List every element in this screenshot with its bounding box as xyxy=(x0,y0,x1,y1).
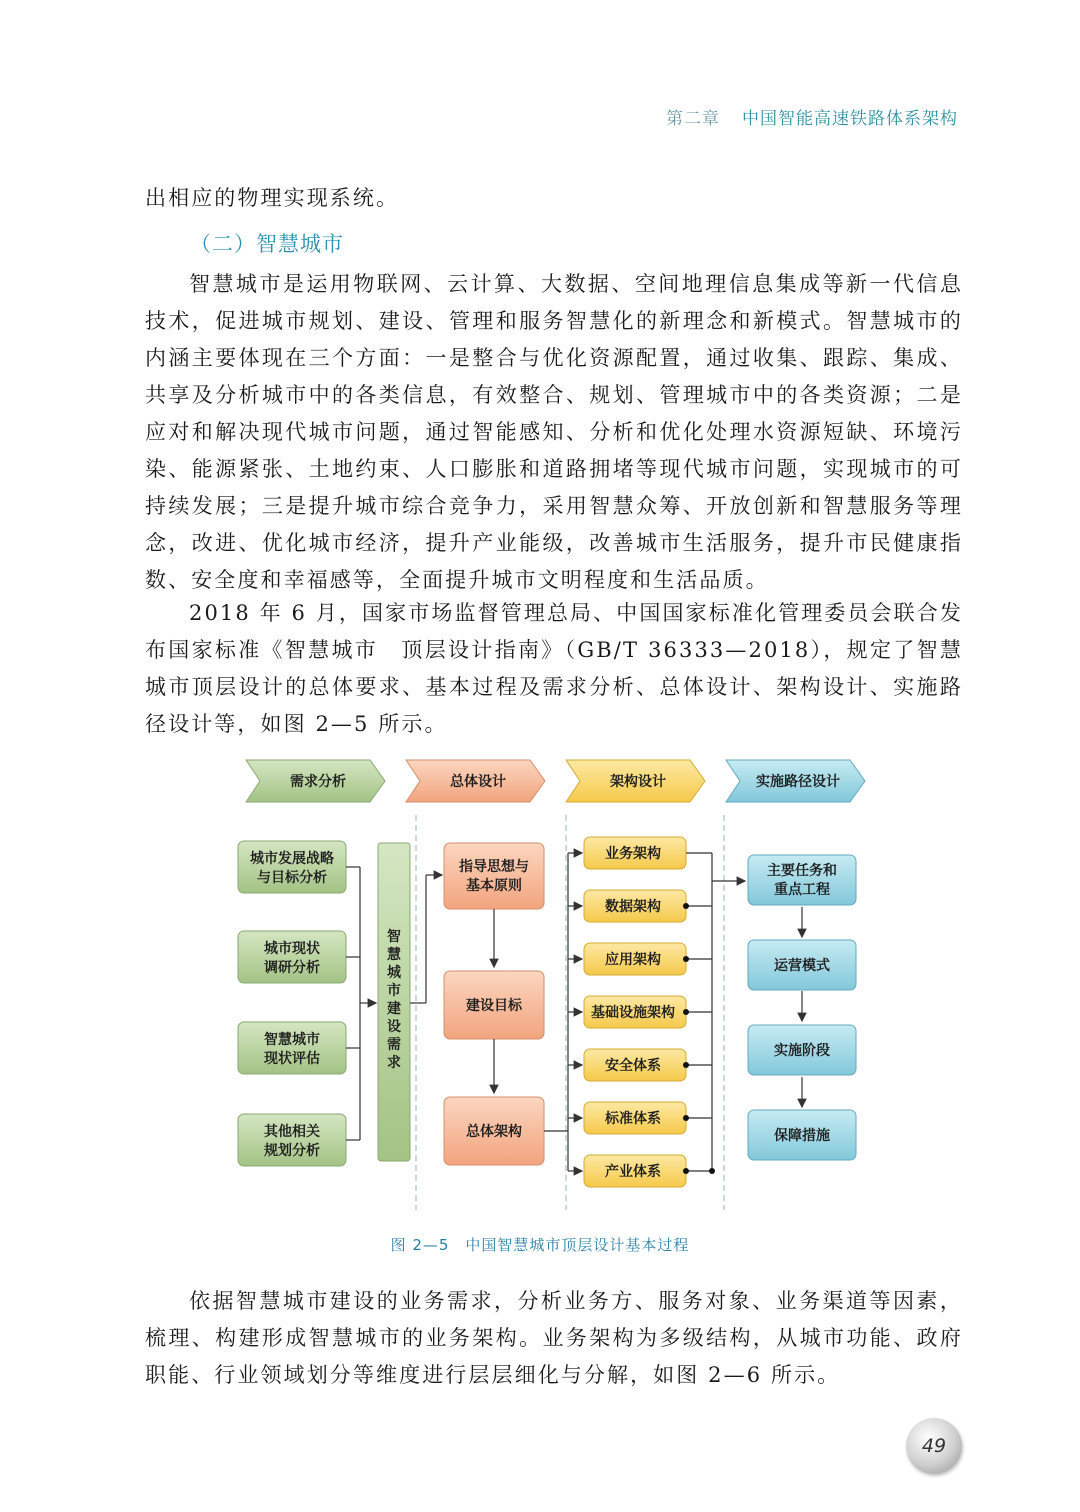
overall-boxes xyxy=(444,843,544,1165)
demand-connectors xyxy=(346,867,376,1140)
paragraph-continued: 出相应的物理实现系统。 xyxy=(145,186,400,210)
phase-chevrons xyxy=(246,760,865,802)
svg-text:指导思想与: 指导思想与 xyxy=(459,859,529,875)
paragraph-business-architecture: 依据智慧城市建设的业务需求，分析业务方、服务对象、业务渠道等因素，梳理、构建形成智慧城市的业务架构。业务架构为多级结构，从城市功能、政府职能、行业领域划分等维度进行层层细化与分解，如图 2—6 所示。 xyxy=(145,1289,963,1387)
svg-text:基本原则: 基本原则 xyxy=(466,878,522,894)
top-level-design-diagram xyxy=(230,755,870,1215)
svg-text:数据架构: 数据架构 xyxy=(605,899,661,915)
running-header xyxy=(666,104,958,129)
overall-box xyxy=(444,843,544,909)
paragraph-standard: 2018 年 6 月，国家市场监督管理总局、中国国家标准化管理委员会联合发布国家标准《智慧城市 顶层设计指南》（GB/T 36333—2018），规定了智慧城市顶层设计的总体要求、基本过程及需求分析、总体设计、架构设计、实施路径设计等，如图 2—5 所示。 xyxy=(145,601,963,736)
svg-text:建设目标: 建设目标 xyxy=(466,998,522,1014)
demand-box-line: 规划分析 xyxy=(264,1143,320,1159)
demand-box-line: 现状评估 xyxy=(264,1051,320,1067)
demand-box-line: 其他相关 xyxy=(264,1124,320,1140)
phase-label-arch: 架构设计 xyxy=(610,774,666,790)
demand-box-line: 与目标分析 xyxy=(257,870,327,886)
svg-text:主要任务和: 主要任务和 xyxy=(767,863,837,879)
chapter-label: 第二章 xyxy=(666,109,720,129)
demand-box-line: 调研分析 xyxy=(264,960,320,976)
svg-text:市: 市 xyxy=(387,983,401,999)
svg-text:实施阶段: 实施阶段 xyxy=(774,1043,830,1059)
svg-text:保障措施: 保障措施 xyxy=(774,1128,830,1144)
svg-text:产业体系: 产业体系 xyxy=(605,1164,661,1180)
svg-text:基础设施架构: 基础设施架构 xyxy=(591,1005,675,1021)
svg-text:设: 设 xyxy=(387,1019,401,1035)
phase-label-overall: 总体设计 xyxy=(450,774,506,790)
demand-box-line: 城市现状 xyxy=(264,941,320,957)
architecture-boxes xyxy=(584,837,686,1187)
svg-text:重点工程: 重点工程 xyxy=(774,882,830,898)
svg-text:安全体系: 安全体系 xyxy=(605,1058,661,1074)
svg-text:城: 城 xyxy=(387,965,401,981)
figure-caption: 图 2—5 中国智慧城市顶层设计基本过程 xyxy=(390,1236,690,1254)
phase-label-impl: 实施路径设计 xyxy=(756,774,840,790)
phase-label-demand: 需求分析 xyxy=(290,774,346,790)
paragraph-smart-city: 智慧城市是运用物联网、云计算、大数据、空间地理信息集成等新一代信息技术，促进城市规划、建设、管理和服务智慧化的新理念和新模式。智慧城市的内涵主要体现在三个方面：一是整合与优化资源配置，通过收集、跟踪、集成、共享及分析城市中的各类信息，有效整合、规划、管理城市中的各类资源；二是应对和解决现代城市问题，通过智能感知、分析和优化处理水资源短缺、环境污染、能源紧张、土地约束、人口膨胀和道路拥堵等现代城市问题，实现城市的可持续发展；三是提升城市综合竞争力，采用智慧众筹、开放创新和智慧服务等理念，改进、优化城市经济，提升产业能级，改善城市生活服务，提升市民健康指数、安全度和幸福感等，全面提升城市文明程度和生活品质。 xyxy=(145,272,963,592)
svg-text:业务架构: 业务架构 xyxy=(605,846,661,862)
svg-text:慧: 慧 xyxy=(387,947,401,963)
junction-dots xyxy=(683,903,715,1174)
demand-boxes xyxy=(238,841,346,1166)
svg-text:标准体系: 标准体系 xyxy=(605,1111,661,1127)
svg-text:求: 求 xyxy=(387,1055,401,1071)
demand-box-line: 城市发展战略 xyxy=(250,851,334,867)
section-heading: （二）智慧城市 xyxy=(190,232,344,256)
svg-text:应用架构: 应用架构 xyxy=(605,952,661,968)
svg-text:智: 智 xyxy=(387,929,401,945)
svg-text:建: 建 xyxy=(387,1001,401,1017)
svg-text:需: 需 xyxy=(387,1037,401,1053)
demand-box-line: 智慧城市 xyxy=(264,1032,320,1048)
page-number: 49 xyxy=(906,1418,962,1474)
chapter-title: 中国智能高速铁路体系架构 xyxy=(742,109,958,129)
svg-text:总体架构: 总体架构 xyxy=(466,1124,522,1140)
architecture-connectors xyxy=(544,853,582,1171)
requirement-connectors xyxy=(410,875,442,1003)
svg-text:运营模式: 运营模式 xyxy=(774,958,830,974)
